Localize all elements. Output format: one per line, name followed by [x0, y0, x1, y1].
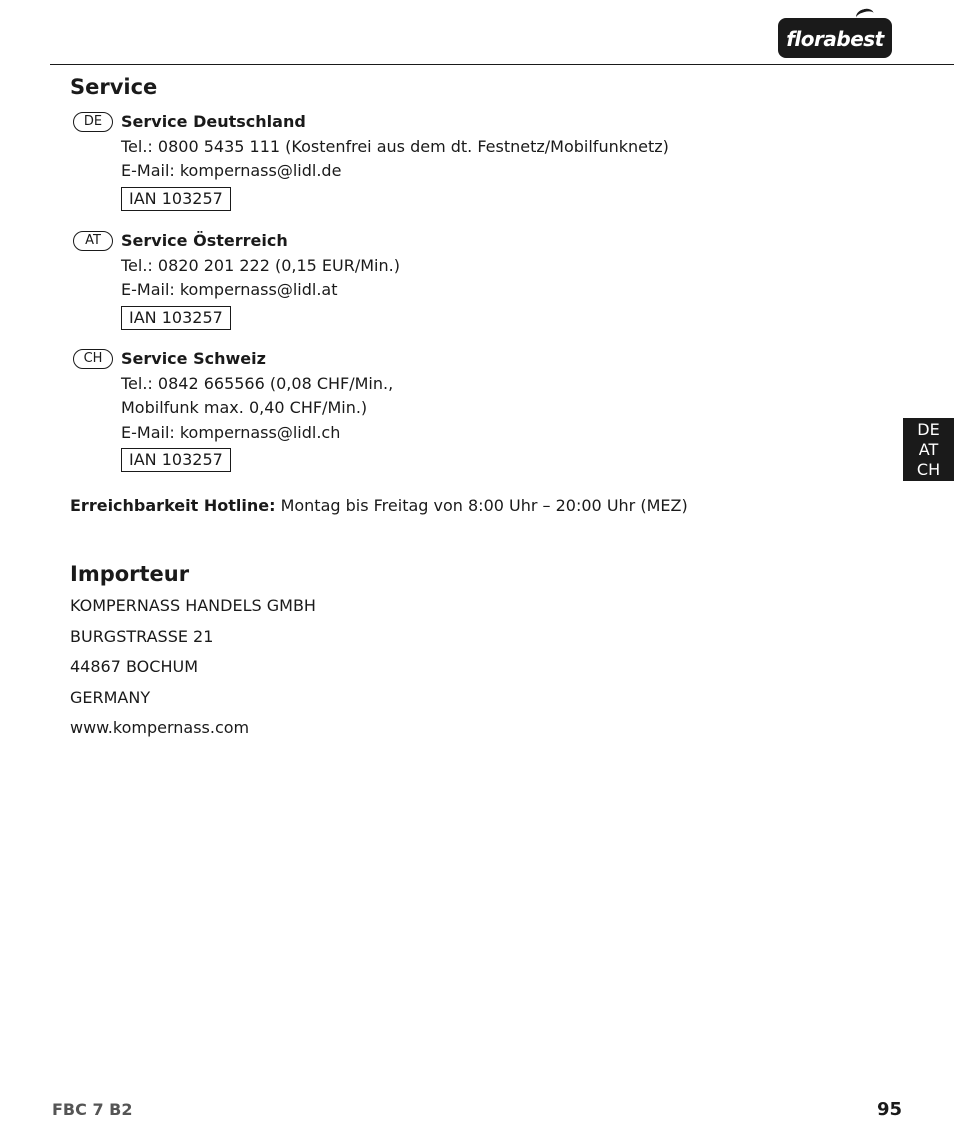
- florabest-logo: [778, 18, 892, 58]
- header-rule: [50, 64, 954, 65]
- logo-text: florabest: [786, 27, 884, 51]
- importer-heading: Importeur: [70, 562, 190, 586]
- service-at-email: E-Mail: kompernass@lidl.at: [121, 280, 338, 299]
- service-de-email: E-Mail: kompernass@lidl.de: [121, 161, 342, 180]
- footer-model: FBC 7 B2: [52, 1100, 133, 1119]
- country-badge-ch: CH: [73, 349, 113, 369]
- service-ch-email: E-Mail: kompernass@lidl.ch: [121, 422, 341, 442]
- service-ch-phone-mobile: Mobilfunk max. 0,40 CHF/Min.): [121, 398, 368, 417]
- service-heading: Service: [70, 75, 158, 99]
- service-ch-phone: Tel.: 0842 665566 (0,08 CHF/Min.,: [121, 373, 394, 393]
- service-at-phone: Tel.: 0820 201 222 (0,15 EUR/Min.): [121, 255, 400, 275]
- service-at-title: Service Österreich: [121, 231, 288, 250]
- importer-country: GERMANY: [70, 687, 151, 707]
- importer-company: KOMPERNASS HANDELS GMBH: [70, 596, 316, 615]
- service-de-phone: Tel.: 0800 5435 111 (Kostenfrei aus dem dt. Festnetz/Mobilfunknetz): [121, 136, 669, 156]
- service-at-ian: IAN 103257: [121, 306, 231, 330]
- service-ch-title: Service Schweiz: [121, 349, 266, 368]
- side-tab-de: DE: [917, 420, 940, 439]
- importer-street: BURGSTRASSE 21: [70, 626, 214, 646]
- hotline-info: [70, 494, 688, 518]
- language-side-tab: [903, 418, 954, 481]
- hotline-text: Montag bis Freitag von 8:00 Uhr – 20:00 Uhr (MEZ): [280, 496, 688, 515]
- country-badge-de: DE: [73, 112, 113, 132]
- page-number: 95: [876, 1099, 902, 1120]
- service-ch-ian: IAN 103257: [121, 448, 231, 472]
- importer-city: 44867 BOCHUM: [70, 657, 198, 676]
- country-badge-at: AT: [73, 231, 113, 251]
- importer-website: www.kompernass.com: [70, 718, 250, 737]
- hotline-label: Erreichbarkeit Hotline:: [70, 496, 276, 515]
- service-de-ian: IAN 103257: [121, 187, 231, 211]
- side-tab-at: AT: [918, 440, 939, 459]
- leaf-icon: [855, 7, 876, 24]
- importer-address: [70, 594, 316, 747]
- side-tab-ch: CH: [916, 460, 941, 479]
- service-de-title: Service Deutschland: [121, 112, 306, 131]
